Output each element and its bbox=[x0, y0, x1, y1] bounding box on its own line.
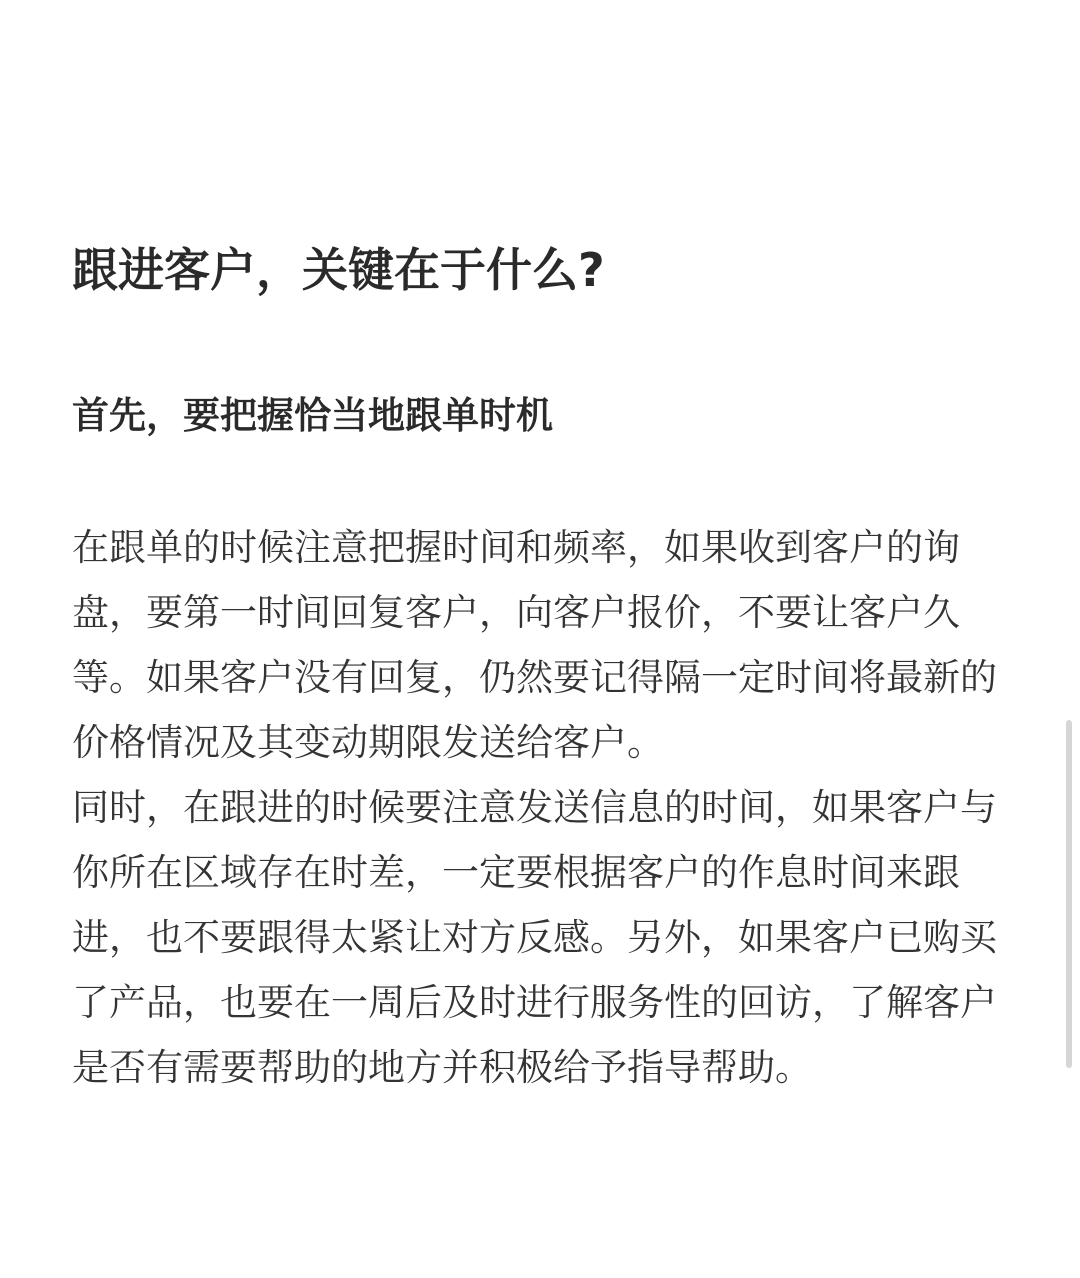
article-title: 跟进客户，关键在于什么? bbox=[72, 243, 605, 297]
article-body bbox=[72, 515, 1008, 1100]
section-heading: 首先，要把握恰当地跟单时机 bbox=[72, 394, 553, 437]
paragraph-timing: 在跟单的时候注意把握时间和频率，如果收到客户的询盘，要第一时间回复客户，向客户报价，不要让客户久等。如果客户没有回复，仍然要记得隔一定时间将最新的价格情况及其变动期限发送给客户。 bbox=[72, 526, 997, 764]
vertical-scrollbar[interactable] bbox=[1066, 720, 1072, 1068]
paragraph-timezone: 同时，在跟进的时候要注意发送信息的时间，如果客户与你所在区域存在时差，一定要根据客户的作息时间来跟进，也不要跟得太紧让对方反感。另外，如果客户已购买了产品，也要在一周后及时进行服务性的回访，了解客户是否有需要帮助的地方并积极给予指导帮助。 bbox=[72, 786, 997, 1089]
